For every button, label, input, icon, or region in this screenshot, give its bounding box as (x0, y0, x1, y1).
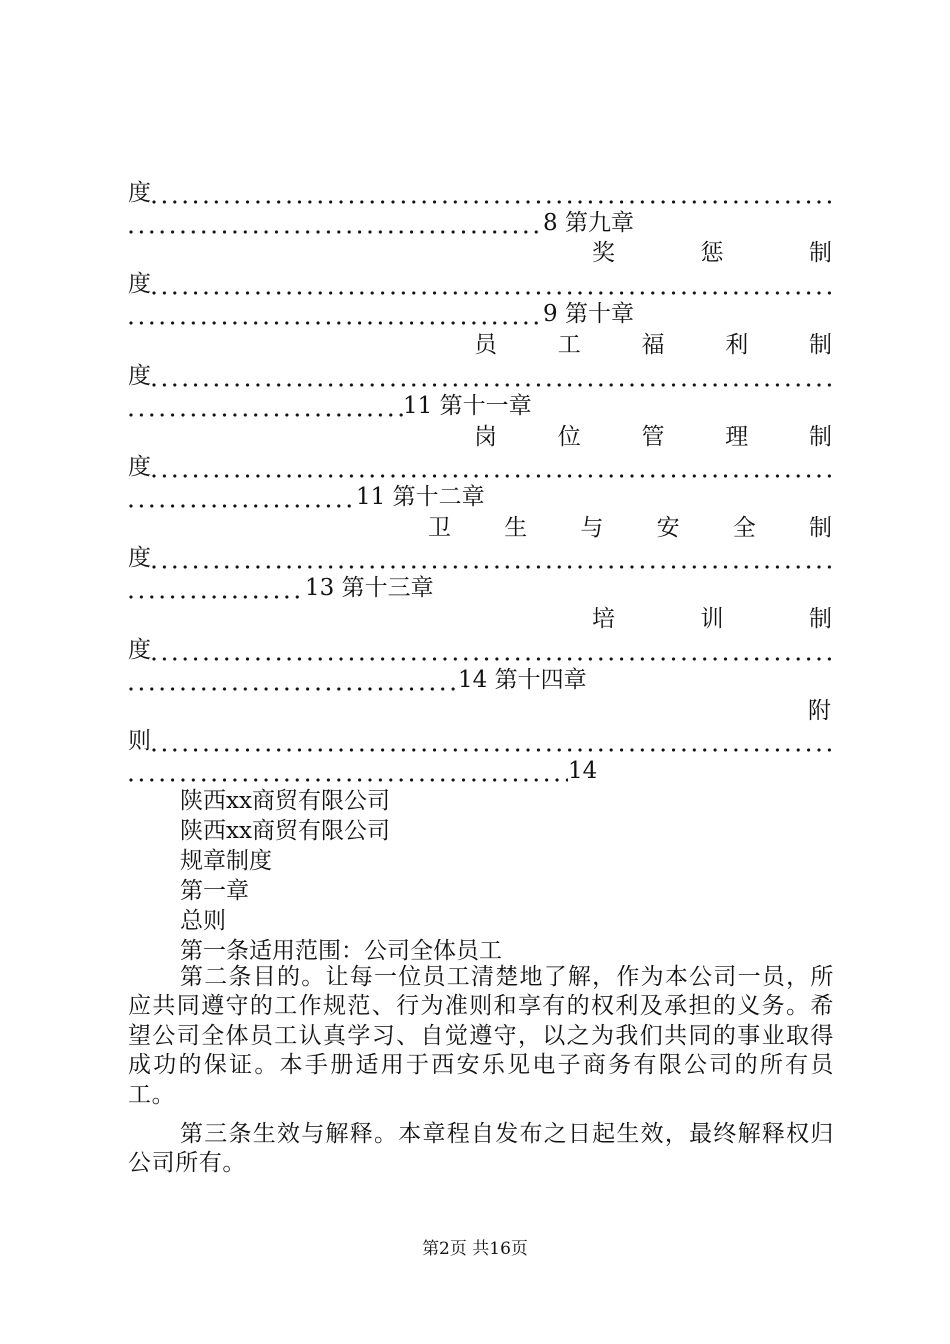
toc-title-spread (592, 604, 832, 634)
toc-leader-line (128, 482, 508, 512)
toc-title-char: 奖 (592, 240, 615, 266)
toc-title-char: 培 (592, 606, 615, 632)
toc-leader-line (128, 299, 648, 329)
toc-leader-line (128, 208, 648, 238)
toc-title-char: 福 (641, 332, 665, 358)
toc-title-char: 与 (580, 515, 604, 541)
toc-title-char: 制 (809, 606, 832, 632)
document-title: 规章制度 (180, 848, 272, 874)
toc-title-spread (428, 513, 832, 543)
toc-title-end: 度 (128, 454, 151, 480)
article-2: 第二条目的。让每一位员工清楚地了解，作为本公司一员，所应共同遵守的工作规范、行为准则和享有的权利及承担的义务。希望公司全体员工认真学习、自觉遵守，以之为我们共同的事业取得成功的保证。本手册适用于西安乐见电子商务有限公司的所有员工。 (128, 964, 834, 1108)
toc-title-spread (474, 422, 832, 452)
toc-title-char: 制 (808, 515, 832, 541)
page-footer: 第2页 共16页 (422, 1239, 528, 1259)
toc-line (128, 269, 832, 299)
toc-page-number: 14 (458, 667, 488, 693)
toc-title-char: 制 (809, 424, 832, 450)
toc-title-char: 全 (732, 515, 756, 541)
toc-title-char: 理 (725, 424, 749, 450)
toc-page-number: 8 (543, 210, 558, 236)
toc-next-chapter: 第九章 (564, 210, 634, 236)
toc-next-chapter: 第十一章 (439, 393, 532, 419)
toc-title-char: 利 (725, 332, 749, 358)
toc-line (128, 726, 832, 756)
toc-line (128, 452, 832, 482)
toc-title-end: 则 (128, 728, 151, 754)
article-3: 第三条生效与解释。本章程自发布之日起生效，最终解释权归公司所有。 (128, 1121, 834, 1177)
toc-next-chapter: 第十三章 (341, 575, 434, 601)
toc-title-char: 训 (700, 606, 724, 632)
toc-leader-line (128, 756, 608, 786)
toc-title-end: 度 (128, 545, 151, 571)
toc-title-char: 员 (474, 332, 497, 358)
toc-title-char: 制 (809, 240, 832, 266)
toc-page-number: 13 (305, 575, 335, 601)
toc-title-char: 附 (808, 698, 831, 724)
toc-next-chapter: 第十章 (564, 301, 634, 327)
toc-page-number: 11 (356, 484, 386, 510)
toc-page-number: 11 (403, 393, 433, 419)
toc-title-end: 度 (128, 271, 151, 297)
toc-leader-line (128, 573, 458, 603)
chapter-title: 总则 (180, 908, 226, 934)
toc-page-number: 14 (568, 758, 598, 784)
toc-next-chapter: 第十四章 (494, 667, 587, 693)
toc-title-char: 工 (557, 332, 581, 358)
toc-leader-line (128, 665, 608, 695)
article-1: 第一条适用范围：公司全体员工 (180, 938, 502, 964)
toc-line (128, 361, 832, 391)
toc-title-spread (474, 330, 832, 360)
toc-title-spread (808, 696, 832, 726)
toc-title-char: 惩 (700, 240, 724, 266)
company-name: 陕西xx商贸有限公司 (180, 818, 390, 844)
toc-title-end: 度 (128, 637, 151, 663)
toc-title-char: 制 (809, 332, 832, 358)
toc-line (128, 178, 832, 208)
toc-next-chapter: 第十二章 (392, 484, 485, 510)
toc-line (128, 543, 832, 573)
toc-title-spread (592, 238, 832, 268)
toc-leader-line (128, 391, 548, 421)
toc-line (128, 635, 832, 665)
toc-title-char: 位 (557, 424, 581, 450)
toc-title-char: 安 (656, 515, 680, 541)
toc-page-number: 9 (543, 301, 558, 327)
toc-title-char: 生 (504, 515, 528, 541)
toc-title-end: 度 (128, 180, 151, 206)
company-name: 陕西xx商贸有限公司 (180, 788, 390, 814)
toc-title-char: 卫 (428, 515, 451, 541)
chapter-number: 第一章 (180, 878, 249, 904)
toc-title-char: 岗 (474, 424, 497, 450)
toc-title-end: 度 (128, 363, 151, 389)
toc-title-char: 管 (641, 424, 665, 450)
